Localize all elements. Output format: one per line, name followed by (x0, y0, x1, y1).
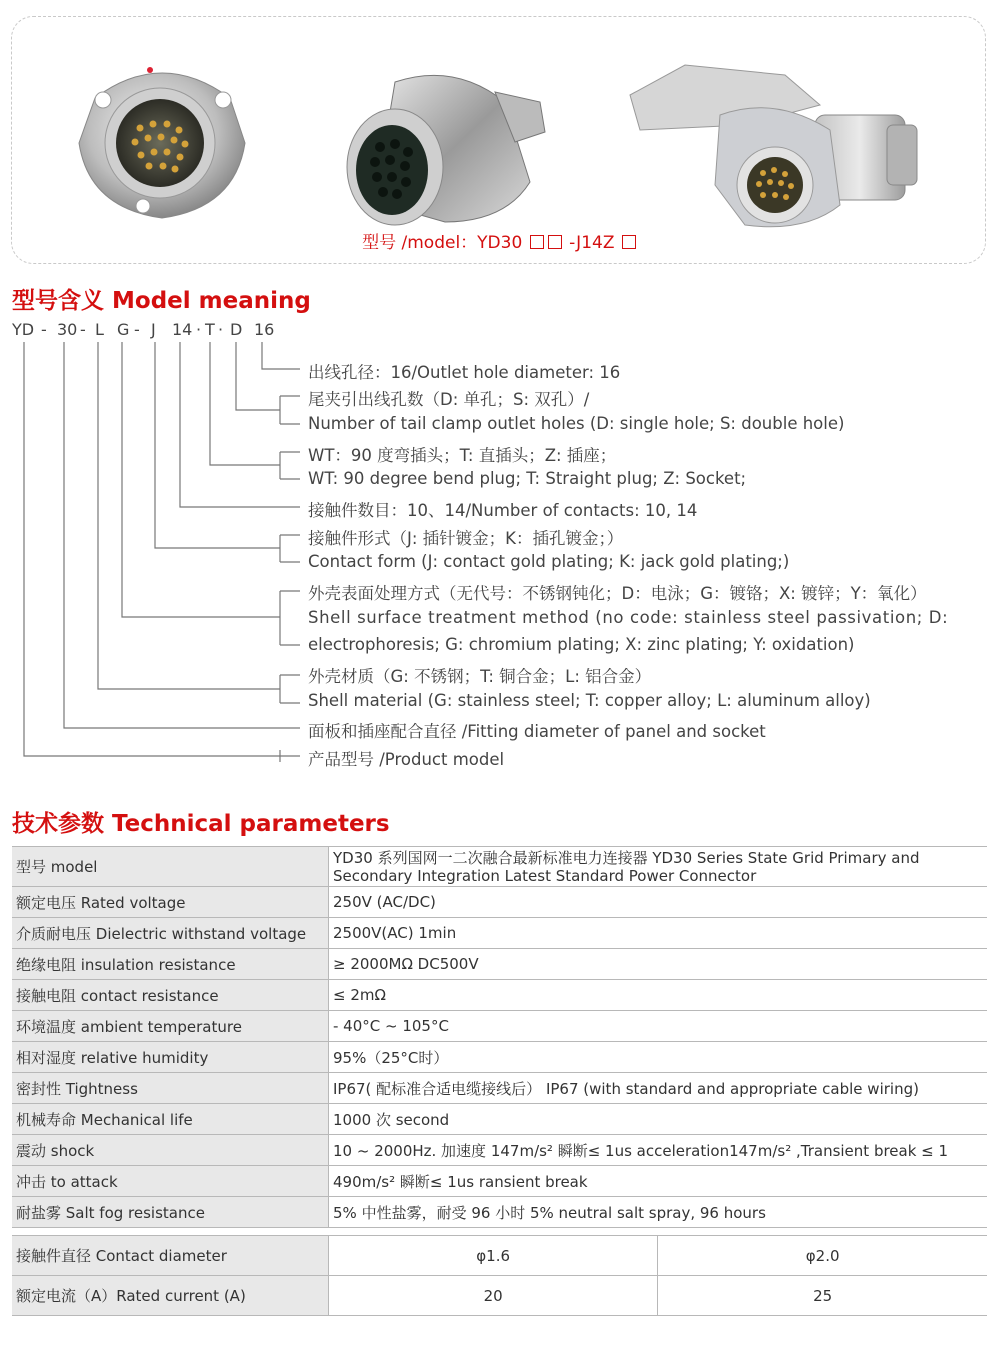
desc-tail-clamp-en: Number of tail clamp outlet holes (D: single hole; S: double hole) (308, 414, 845, 433)
desc-outlet-diameter: 出线孔径：16/Outlet hole diameter: 16 (308, 363, 621, 382)
table-row (12, 1104, 987, 1135)
param-value: IP67( 配标准合适电缆接线后） IP67 (with standard and appropriate cable wiring) (329, 1073, 988, 1104)
param-label: 相对湿度 relative humidity (12, 1042, 329, 1073)
param-label: 密封性 Tightness (12, 1073, 329, 1104)
desc-tail-clamp-cn: 尾夹引出线孔数（D: 单孔；S: 双孔）/ (308, 390, 590, 409)
code-part-dash: - (80, 320, 86, 339)
table-row (12, 1042, 987, 1073)
param-value-line: YD30 系列国网一二次融合最新标准电力连接器 YD30 Series State Grid Primary and (333, 848, 920, 867)
model-caption-suffix: -J14Z (569, 233, 615, 253)
param-label: 型号 model (12, 847, 329, 887)
param-value: 20 (329, 1276, 658, 1316)
param-value: φ2.0 (658, 1236, 987, 1276)
code-part-30: 30 (57, 320, 78, 339)
model-caption-prefix: 型号 /model：YD30 (362, 233, 523, 253)
param-value: - 40°C ~ 105°C (329, 1011, 988, 1042)
code-part-dot: · (196, 320, 202, 339)
table-row (12, 918, 987, 949)
param-label: 环境温度 ambient temperature (12, 1011, 329, 1042)
desc-plug-type-en: WT: 90 degree bend plug; T: Straight plug; Z: Socket; (308, 469, 747, 488)
code-part-yd: YD (12, 320, 35, 339)
desc-shell-material-en: Shell material (G: stainless steel; T: copper alloy; L: aluminum alloy) (308, 691, 871, 710)
table-row (12, 980, 987, 1011)
desc-contact-form-cn: 接触件形式（J: 插针镀金；K：插孔镀金；） (308, 529, 624, 548)
param-value: 25 (658, 1276, 987, 1316)
table-row (12, 1011, 987, 1042)
desc-fitting-diameter: 面板和插座配合直径 /Fitting diameter of panel and socket (308, 722, 766, 741)
param-label: 耐盐雾 Salt fog resistance (12, 1197, 329, 1228)
param-label: 绝缘电阻 insulation resistance (12, 949, 329, 980)
param-label: 接触电阻 contact resistance (12, 980, 329, 1011)
desc-shell-material-cn: 外壳材质（G: 不锈钢；T: 铜合金；L: 铝合金） (308, 667, 652, 686)
param-value: ≥ 2000MΩ DC500V (329, 949, 988, 980)
param-value: φ1.6 (329, 1236, 658, 1276)
table-row (12, 949, 987, 980)
code-part-l: L (95, 320, 104, 339)
table-row (12, 1135, 987, 1166)
param-value: 490m/s² 瞬断≤ 1us ransient break (329, 1166, 988, 1197)
param-label: 冲击 to attack (12, 1166, 329, 1197)
desc-product-model: 产品型号 /Product model (308, 750, 505, 769)
table-row (12, 1166, 987, 1197)
table-row (12, 1276, 987, 1316)
desc-surface-en-2: electrophoresis; G: chromium plating; X: zinc plating; Y: oxidation) (308, 635, 855, 654)
parameters-table (12, 846, 987, 1228)
table-row (12, 887, 987, 918)
param-value: 95%（25°C时） (329, 1042, 988, 1073)
param-value: 2500V(AC) 1min (329, 918, 988, 949)
param-label: 接触件直径 Contact diameter (12, 1236, 329, 1276)
desc-contact-form-en: Contact form (J: contact gold plating; K: jack gold plating;) (308, 552, 790, 571)
param-label: 介质耐电压 Dielectric withstand voltage (12, 918, 329, 949)
param-label: 额定电流（A）Rated current (A) (12, 1276, 329, 1316)
table-row (12, 1073, 987, 1104)
code-part-dash: - (41, 320, 47, 339)
param-value: 10 ~ 2000Hz. 加速度 147m/s² 瞬断≤ 1us acceleration147m/s² ,Transient break ≤ 1 (329, 1135, 988, 1166)
code-part-d: D (230, 320, 243, 339)
param-value (329, 847, 988, 887)
table-row (12, 1236, 987, 1276)
code-part-dot: · (218, 320, 224, 339)
param-label: 机械寿命 Mechanical life (12, 1104, 329, 1135)
param-value: 1000 次 second (329, 1104, 988, 1135)
param-value: 5% 中性盐雾，耐受 96 小时 5% neutral salt spray, 96 hours (329, 1197, 988, 1228)
technical-parameters-title: 技术参数 Technical parameters (12, 811, 390, 837)
table-row (12, 1197, 987, 1228)
current-table (12, 1235, 987, 1316)
param-value: 250V (AC/DC) (329, 887, 988, 918)
desc-surface-en-1: Shell surface treatment method (no code: stainless steel passivation; D: (308, 608, 949, 627)
desc-surface-cn: 外壳表面处理方式（无代号：不锈钢钝化；D：电泳；G：镀铬；X: 镀锌；Y：氧化） (308, 584, 927, 603)
code-part-g: G (117, 320, 130, 339)
code-part-dash: - (134, 320, 140, 339)
param-value: ≤ 2mΩ (329, 980, 988, 1011)
code-part-14: 14 (172, 320, 193, 339)
table-row (12, 847, 987, 887)
param-label: 震动 shock (12, 1135, 329, 1166)
param-label: 额定电压 Rated voltage (12, 887, 329, 918)
param-value-line: Secondary Integration Latest Standard Power Connector (333, 866, 757, 885)
code-part-j: J (151, 320, 156, 339)
model-meaning-title: 型号含义 Model meaning (12, 288, 311, 314)
desc-plug-type-cn: WT：90 度弯插头；T: 直插头；Z: 插座； (308, 446, 617, 465)
code-part-16: 16 (254, 320, 275, 339)
desc-contact-count: 接触件数目：10、14/Number of contacts: 10, 14 (308, 501, 698, 520)
code-part-t: T (205, 320, 215, 339)
